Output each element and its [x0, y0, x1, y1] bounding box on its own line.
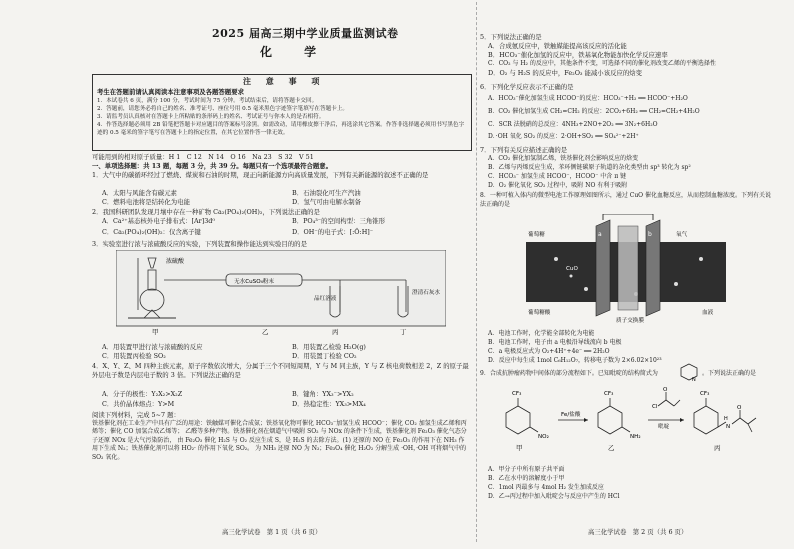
no2-group: NO₂ [538, 434, 549, 440]
question-7-option-d: D．O₂ 催化氧化 SO₂ 过程中，吸附 NO 有利于吸附 [488, 182, 628, 189]
question-4-option-b: B．键角：YX₃⁻>YX₂ [292, 390, 354, 398]
question-6-option-a: A．HCO₃⁻催化加氢生成 HCOO⁻的反应：HCO₃⁻+H₂ ══ HCOO⁻+H₂O [488, 95, 688, 102]
question-2-option-b: B．PO₄³⁻的空间构型：三角锥形 [292, 217, 386, 225]
passage-line: 铁基催化剂在工业生产中具有广泛的用途：铁触媒可催化合成氨；铁基氧化物可催化 HCO₃⁻加氢生成 HCOO⁻；催化 CO₂ 加氢生成乙烯和丙烯等；催化 CO 加氢合成乙烯等； [92, 420, 467, 436]
question-1-option-a: A．太阳与风能含有碳元素 [102, 189, 177, 197]
question-7-stem: 7．下列有关反应描述正确的是 [480, 146, 568, 154]
cf3-jia: CF₃ [512, 391, 522, 397]
svg-text:Cl: Cl [652, 404, 658, 410]
question-2-option-d: D．OH⁻的电子式：[:Ö:H]⁻ [292, 228, 374, 236]
reagent-fe: Fe/盐酸 [561, 412, 581, 418]
question-5-option-a: A．合成氨反应中，铁触媒能提高该反应的活化能 [488, 42, 627, 50]
cuso4-label: 无水CuSO₄粉末 [234, 279, 275, 285]
notice-title: 注 意 事 项 [243, 76, 326, 86]
notice-item: 4．作答选择题必须用 2B 铅笔把答题卡对应题目的答案标号涂黑。如需改动，请用橡皮擦干净后，再选涂其它答案。作答非选择题必须用书写黑色字迹的 0.5 毫米的签字笔写在答题卡上的指定位置，在其它位置作答一律无效。 [97, 122, 465, 136]
question-9-option-c: C．1mol 丙最多与 4mol H₂ 发生加成反应 [488, 484, 604, 491]
question-3-option-b: B．用装置乙检验 H₂O(g) [292, 343, 366, 351]
question-6-option-b: B．CO₂ 催化加氢生成 CH₂=CH₂ 的反应：2CO₂+6H₂ ══ CH₂=CH₂+4H₂O [488, 108, 700, 115]
limewater-label: 澄清石灰水 [412, 290, 440, 296]
question-9-option-a: A．甲分子中所有原子共平面 [488, 466, 565, 473]
question-2-stem: 2．我国科研团队发现月壤中存在一种矿物 Ca₂(PO₄)₂(OH)₂，下列说法正确的是 [92, 208, 320, 216]
question-8-option-b: B．电池工作时，电子由 a 电极沿导线流向 b 电极 [488, 339, 622, 346]
question-8-stem: 8．一种可植入体内的微型电池工作原理如图所示，通过 CuO 催化血糖反应，从而控制血糖浓度。下列有关说法正确的是 [480, 192, 772, 208]
question-8-option-d: D．反应中每生成 1mol C₆H₁₂O₇，转移电子数为 2×6.02×10²³ [488, 357, 662, 364]
question-4-option-d: D．热稳定性：YX₃>MX₄ [292, 400, 366, 408]
synthesis-figure [488, 384, 768, 454]
question-2-option-a: A．Ca²⁺基态核外电子排布式：[Ar]3d⁰ [102, 217, 215, 225]
svg-text:N: N [692, 377, 696, 382]
atomic-masses: 可能用到的相对原子质量：H 1 C 12 N 14 O 16 Na 23 S 32 V 51 [92, 153, 314, 161]
svg-text:H: H [724, 416, 728, 422]
question-5-stem: 5．下列说法正确的是 [480, 33, 542, 41]
acid-label: 浓硫酸 [166, 258, 185, 265]
svg-text:O: O [737, 405, 742, 411]
pyridine-structure [678, 362, 700, 382]
question-9-option-d: D．乙→丙过程中加入吡啶会与反应中产生的 HCl [488, 493, 620, 500]
question-6-option-c: C．SCR 法脱硝的总反应：4NH₃+2NO+2O₂ ══ 3N₂+6H₂O [488, 121, 658, 128]
external-wire [603, 214, 653, 220]
battery-figure [526, 214, 726, 326]
question-2-option-c: C．Ca₂(PO₄)₂(OH)₂：仅含离子键 [102, 228, 201, 236]
nh2-group: NH₂ [630, 434, 641, 440]
question-1-option-d: D．氢气可由电解水制备 [292, 198, 362, 206]
proton-membrane [618, 226, 638, 310]
question-7-option-a: A．CO₂ 催化加氢制乙烯，铁基催化剂会影响反应的焓变 [488, 155, 639, 162]
gluconic-label: 葡萄糖酸 [528, 310, 551, 316]
question-7-option-b: B．乙烯与丙烯反应生成，苯环侧链碳原子轨道的杂化类型由 sp³ 转化为 sp² [488, 164, 691, 171]
question-5-option-c: C．CO₂ 与 H₂ 的反应中，其他条件不变，可选择不同的催化剂改变乙烯的平衡选择性 [488, 60, 716, 67]
question-3-option-d: D．用装置丁检验 CO₂ [292, 352, 357, 360]
notice-item: 1．本试卷共 6 页，满分 100 分，考试时间为 75 分钟。考试结束后，请将答题卡交回。 [97, 98, 318, 104]
benzene-ring-yi [598, 406, 622, 434]
electrode-a-label: a [598, 231, 602, 238]
question-3-option-c: C．用装置丙检验 SO₂ [102, 352, 166, 360]
apparatus-figure [116, 250, 446, 340]
svg-text:O: O [663, 387, 668, 393]
question-3-stem: 3．实验室进行浓与浓硫酸反应的实验，下列装置和操作能达到实验目的的是 [92, 240, 307, 248]
question-5-option-d: D．O₂ 与 H₂S 的反应中，Fe₂O₃ 能减小该反应的焓变 [488, 69, 643, 77]
question-9-option-b: B．乙在水中的溶解度小于甲 [488, 475, 565, 482]
label-bing: 丙 [332, 328, 339, 336]
page-footer: 高三化学试卷 第 1 页（共 6 页） [222, 528, 322, 536]
section-heading: 一、单项选择题：共 13 题，每题 3 分，共 39 分。每题只有一个选项最符合题意。 [92, 162, 333, 170]
question-1-option-c: C．燃料电池将是结转化为电能 [102, 198, 190, 206]
benzene-ring-jia [506, 406, 530, 434]
label-yi: 乙 [262, 328, 269, 336]
blood-label: 血液 [702, 310, 714, 316]
passage-line: 由 Fe₂O₃ 催化 H₂S 与 O₂ 反应生成 S，是 H₂S 的去除方法。(1) 还原的 NO 在 Fe₂O₃ 的作用下在 NH₃ 作用下生成 N₂；铁基催化剂可以将 HO₂· 的作用下氧化 SO₂。 [92, 436, 465, 453]
benzene-ring-bing [694, 406, 718, 434]
question-9-stem-end: 。下列说法正确的是 [702, 370, 757, 377]
question-4-option-a: A．分子的极性：Y₂X₂>X₂Z [102, 390, 183, 398]
question-1-option-b: B．石油裂化可生产汽油 [292, 189, 361, 197]
exam-subject: 化 学 [260, 45, 331, 59]
label-bing-9: 丙 [714, 444, 721, 452]
question-5-option-b: B．HCO₃⁻催化加氢的反应中，铁基氧化物能加快化学反应速率 [488, 51, 668, 59]
question-8-option-c: C．a 电极反应式为 O₂+4H⁺+4e⁻ ══ 2H₂O [488, 348, 610, 355]
question-7-option-c: C．HCO₃⁻ 加氢生成 HCOO⁻，HCOO⁻ 中含 π 键 [488, 173, 627, 180]
label-jia: 甲 [152, 328, 159, 336]
reagent-pyridine: 吡啶 [658, 424, 670, 430]
left-column [92, 0, 472, 549]
question-6-option-d: D．·OH 氧化 SO₂ 的反应：2·OH+SO₂ ══ SO₄²⁻+2H⁺ [488, 133, 639, 140]
pinhong-label: 品红溶液 [314, 296, 337, 302]
label-yi-9: 乙 [608, 444, 615, 452]
notice-item: 3．请监考员认真核对在答题卡上所粘贴的条形码上的姓名、考试证号与你本人的是否相符。 [97, 114, 325, 120]
question-4-option-c: C．共价晶体熔点：Y>M [102, 400, 175, 408]
passage-line: 为 NH₃ 还原 NO 为 N₂；Fe₃O₄ 催化 H₂O₂ 分解生成 ·OH，·OH 可将烟气中的 SO₂ 氧化。 [92, 445, 467, 461]
electrode-b-label: b [648, 231, 652, 238]
label-ding: 丁 [400, 328, 407, 336]
question-6-stem: 6．下列化学反应表示不正确的是 [480, 83, 574, 91]
question-9-stem: 9．合成抗肿瘤药物中间体的部分流程如下。已知吡啶的结构简式为 [480, 370, 658, 377]
page-footer: 高三化学试卷 第 2 页（共 6 页） [588, 528, 688, 536]
passage-text [92, 420, 470, 462]
svg-text:N: N [726, 424, 731, 430]
passage-line: 乙醛等多种产物。铁基催化剂在烟道气中吸附 SO₂ 与 NOx 的条件下生成，铁基催化剂 Fe₂O₃ 催化气态分子还原 NOx 是大气污染防治， [92, 428, 467, 444]
notice-item: 2．答题前，请您务必将自己的姓名、准考证号、座位号用 0.5 毫米黑色字迹签字笔填写在答题卡上。 [97, 106, 348, 112]
oxygen-label: 氧气 [676, 232, 688, 238]
passage-title: 阅读下列材料，完成 5~7 题： [92, 411, 180, 419]
cf3-yi: CF₃ [604, 391, 614, 397]
membrane-label: 质子交换膜 [616, 318, 644, 324]
label-jia-9: 甲 [516, 444, 523, 452]
question-8-option-a: A．电池工作时，化学能全部转化为电能 [488, 330, 595, 337]
exam-title: 2025 届高三期中学业质量监测试卷 [212, 27, 399, 40]
question-4-stem: 4．X、Y、Z、M 四种主族元素，原子序数依次增大，分属于三个不同短周期，Y 与 M 同主族，Y 与 Z 核电荷数相差 2，Z 的原子最外层电子数是内层电子数的 3 倍。下列说法正确的是 [92, 362, 469, 379]
notice-intro: 考生在答题前请认真阅读本注意事项及各题答题要求 [97, 88, 244, 96]
question-3-option-a: A．用装置甲进行浓与浓硫酸的反应 [102, 343, 203, 351]
notice-box [92, 74, 472, 151]
cf3-bing: CF₃ [700, 391, 710, 397]
cuo-label: CuO [566, 266, 578, 272]
question-1-stem: 1．大气中的碳循环经过了燃烧、煤炭和石油的时期，现正向新能源方向高质量发展，下列有关新能源的叙述不正确的是 [92, 171, 429, 179]
right-column [478, 0, 778, 549]
glucose-label: 葡萄糖 [528, 232, 545, 238]
